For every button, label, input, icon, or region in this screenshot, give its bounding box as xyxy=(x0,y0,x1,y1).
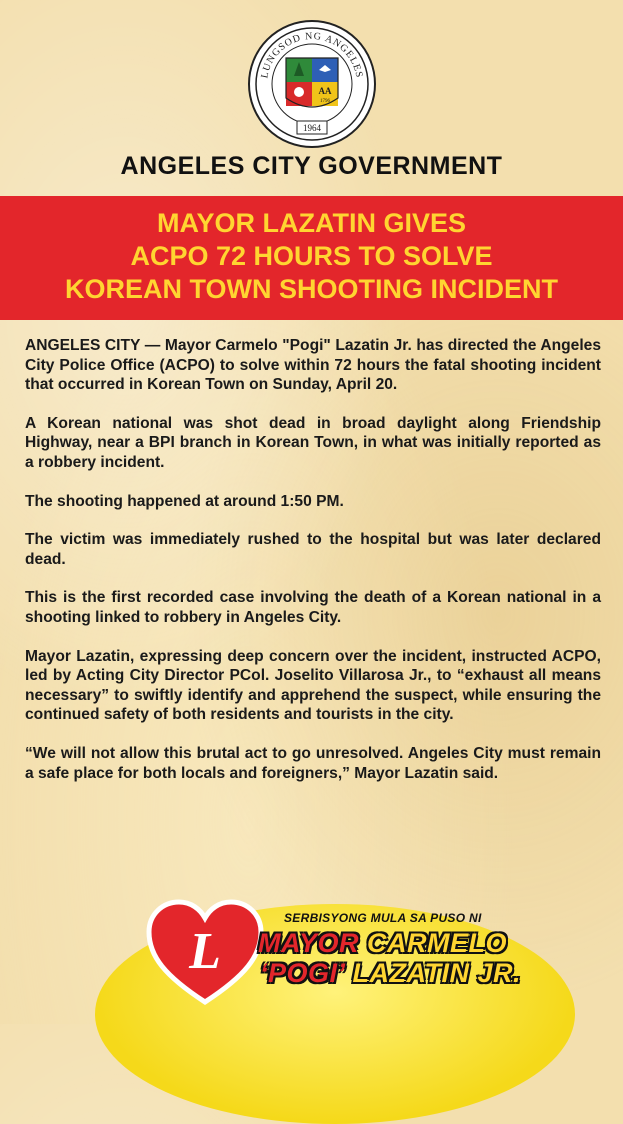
article-paragraph: ANGELES CITY — Mayor Carmelo "Pogi" Lazatin Jr. has directed the Angeles City Police Office (ACPO) to solve within 72 hours the fatal shooting incident that occurred in Korean Town on Sunday, April 20. xyxy=(25,337,601,394)
svg-text:L: L xyxy=(189,923,221,980)
footer-branding xyxy=(0,880,623,1024)
svg-text:AA: AA xyxy=(318,86,332,96)
mayor-name-line-1: MAYOR CARMELO xyxy=(258,928,508,958)
headline-line-3: KOREAN TOWN SHOOTING INCIDENT xyxy=(64,274,558,304)
headline-line-2: ACPO 72 HOURS TO SOLVE xyxy=(130,241,493,271)
article-body xyxy=(25,336,601,802)
headline-line-1: MAYOR LAZATIN GIVES xyxy=(156,208,467,238)
footer-tagline: SERBISYONG MULA SA PUSO NI xyxy=(284,911,482,925)
article-paragraph: This is the first recorded case involving the death of a Korean national in a shooting linked to robbery in Angeles City. xyxy=(25,589,601,626)
headline-banner xyxy=(0,196,623,320)
svg-text:1964: 1964 xyxy=(303,123,321,133)
mayor-name-line-2: ‘POGI’ LAZATIN JR. xyxy=(260,958,522,988)
article-paragraph: The victim was immediately rushed to the hospital but was later declared dead. xyxy=(25,531,601,568)
svg-text:LUNGSOD NG ANGELES: LUNGSOD NG ANGELES xyxy=(259,30,365,80)
article-paragraph: The shooting happened at around 1:50 PM. xyxy=(25,492,344,510)
article-paragraph: Mayor Lazatin, expressing deep concern over the incident, instructed ACPO, led by Acting City Director PCol. Joselito Villarosa Jr., to “exhaust all means necessary” to swiftly identify and apprehend the suspect, while ensuring the continued safety of both residents and tourists in the city. xyxy=(25,647,601,724)
heart-logo-icon xyxy=(145,898,265,1006)
article-paragraph: A Korean national was shot dead in broad daylight along Friendship Highway, near a BPI branch in Korean Town, in what was initially reported as a robbery incident. xyxy=(25,414,601,471)
article-paragraph: “We will not allow this brutal act to go unresolved. Angeles City must remain a safe place for both locals and foreigners,” Mayor Lazatin said. xyxy=(25,744,601,782)
government-title: ANGELES CITY GOVERNMENT xyxy=(120,152,503,180)
svg-text:1796: 1796 xyxy=(320,99,330,104)
city-seal-logo xyxy=(247,18,377,150)
